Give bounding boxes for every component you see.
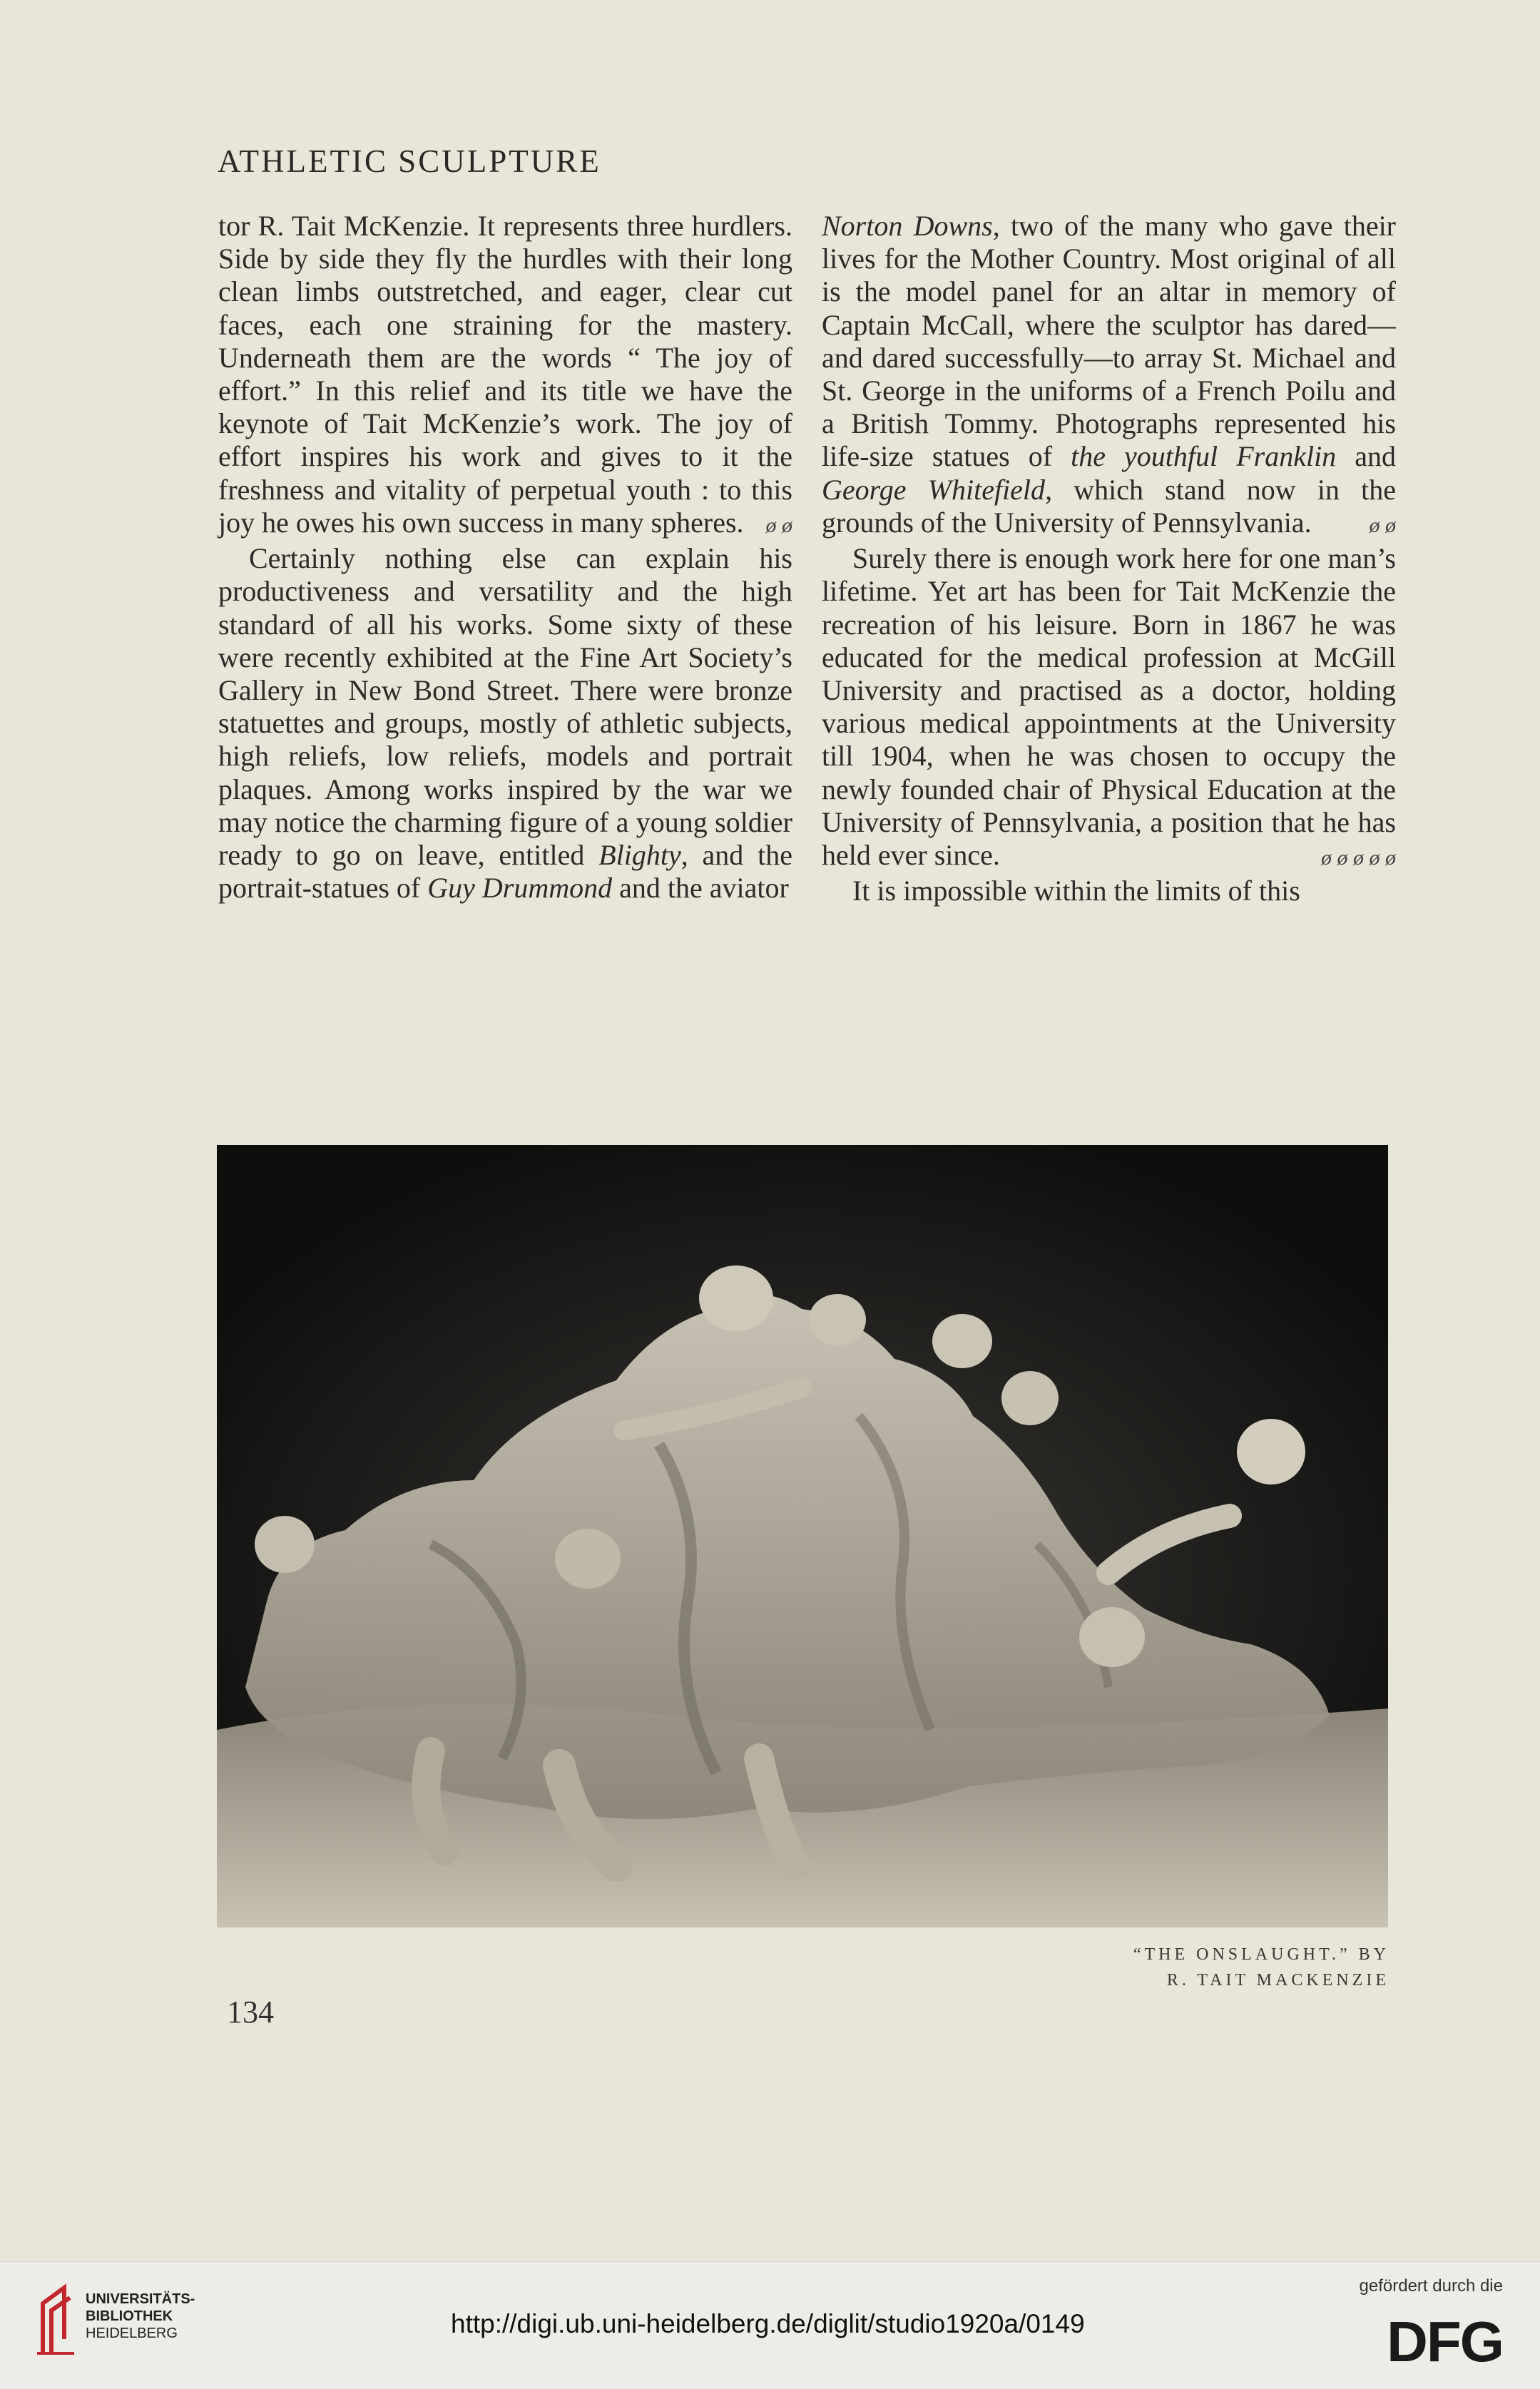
text-run: , which stand now in the grounds of the University of Pennsylvania.	[822, 473, 1397, 539]
left-paragraph-1	[218, 210, 792, 539]
text-run: and the aviator	[612, 872, 789, 905]
left-text-column	[218, 210, 792, 905]
digitization-footer	[0, 2261, 1540, 2389]
text-run: It is impossible within the limits of this	[852, 875, 1300, 907]
text-run: , two of the many who gave their lives for the Mother Country. Most original of all is the model panel for an altar in memory of Captain McCall, where the sculptor has dared—and dared successfully—to array St. Michael and St. George in the uniforms of a French Poilu and a British Tommy. Photographs represented his life-size statues of	[822, 210, 1396, 473]
funding-note: gefördert durch die	[1359, 2276, 1503, 2296]
permalink-url[interactable]: http://digi.ub.uni-heidelberg.de/diglit/studio1920a/0149	[451, 2309, 1085, 2338]
university-library-logo-icon	[36, 2282, 76, 2360]
italic-title-run: the youthful Franklin	[1071, 440, 1337, 473]
italic-title-run: Norton Downs	[822, 210, 993, 242]
right-paragraph-1	[822, 210, 1396, 539]
right-paragraph-3	[822, 875, 1396, 907]
text-run: and	[1336, 440, 1396, 473]
caption-line-2: R. TAIT MACKENZIE	[1166, 1971, 1389, 1990]
figure-caption	[1133, 1942, 1389, 1993]
library-name-line-2: BIBLIOTHEK	[86, 2308, 173, 2324]
page-number: 134	[227, 1995, 274, 2029]
right-paragraph-2	[822, 542, 1396, 872]
italic-title-run: Blighty	[598, 839, 681, 872]
right-text-column	[822, 210, 1396, 908]
library-name	[86, 2291, 195, 2342]
text-run: Certainly nothing else can explain his productiveness and versatility and the high standard of all his works. Some sixty of these were recently exhibited at the Fine Art Society’s Gallery in New Bond Street. There were bronze statuettes and groups, mostly of athletic subjects, high reliefs, low reliefs, models and portrait plaques. Among works inspired by the war we may notice the charming figure of a young soldier ready to go on leave, entitled	[218, 542, 792, 872]
library-name-line-3: HEIDELBERG	[86, 2326, 178, 2341]
dfg-logo: DFG	[1387, 2310, 1503, 2373]
italic-title-run: George Whitefield	[822, 473, 1046, 506]
caption-line-1: “THE ONSLAUGHT.” BY	[1133, 1945, 1389, 1964]
italic-title-run: Guy Drummond	[427, 872, 613, 905]
text-run: tor R. Tait McKenzie. It represents three hurdlers. Side by side they fly the hurdles with their long clean limbs outstretched, and eager, clear cut faces, each one straining for the mastery. Underneath them are the words “ The joy of effort.” In this relief and its title we have the keynote of Tait McKenzie’s work. The joy of effort inspires his work and gives to it the freshness and vitality of perpetual youth : to this joy he owes his own success in many spheres.	[218, 210, 792, 539]
ornament-glyphs: ø ø ø ø ø	[1321, 846, 1396, 870]
library-name-line-1: UNIVERSITÄTS-	[86, 2291, 195, 2307]
running-head: ATHLETIC SCULPTURE	[218, 143, 601, 179]
sculpture-photograph	[217, 1145, 1388, 1927]
text-run: , and the portrait-statues of	[218, 839, 792, 905]
sculpture-group-illustration	[217, 1145, 1388, 1927]
left-paragraph-2	[218, 542, 792, 905]
text-run: Surely there is enough work here for one man’s lifetime. Yet art has been for Tait McKenzie the recreation of his leisure. Born in 1867 he was educated for the medical profession at McGill University and practised as a doctor, holding various medical appointments at the University till 1904, when he was chosen to occupy the newly founded chair of Physical Education at the University of Pennsylvania, a position that he has held ever since.	[822, 542, 1396, 872]
ornament-glyphs: ø ø	[1369, 514, 1396, 538]
ornament-glyphs: ø ø	[765, 514, 792, 538]
